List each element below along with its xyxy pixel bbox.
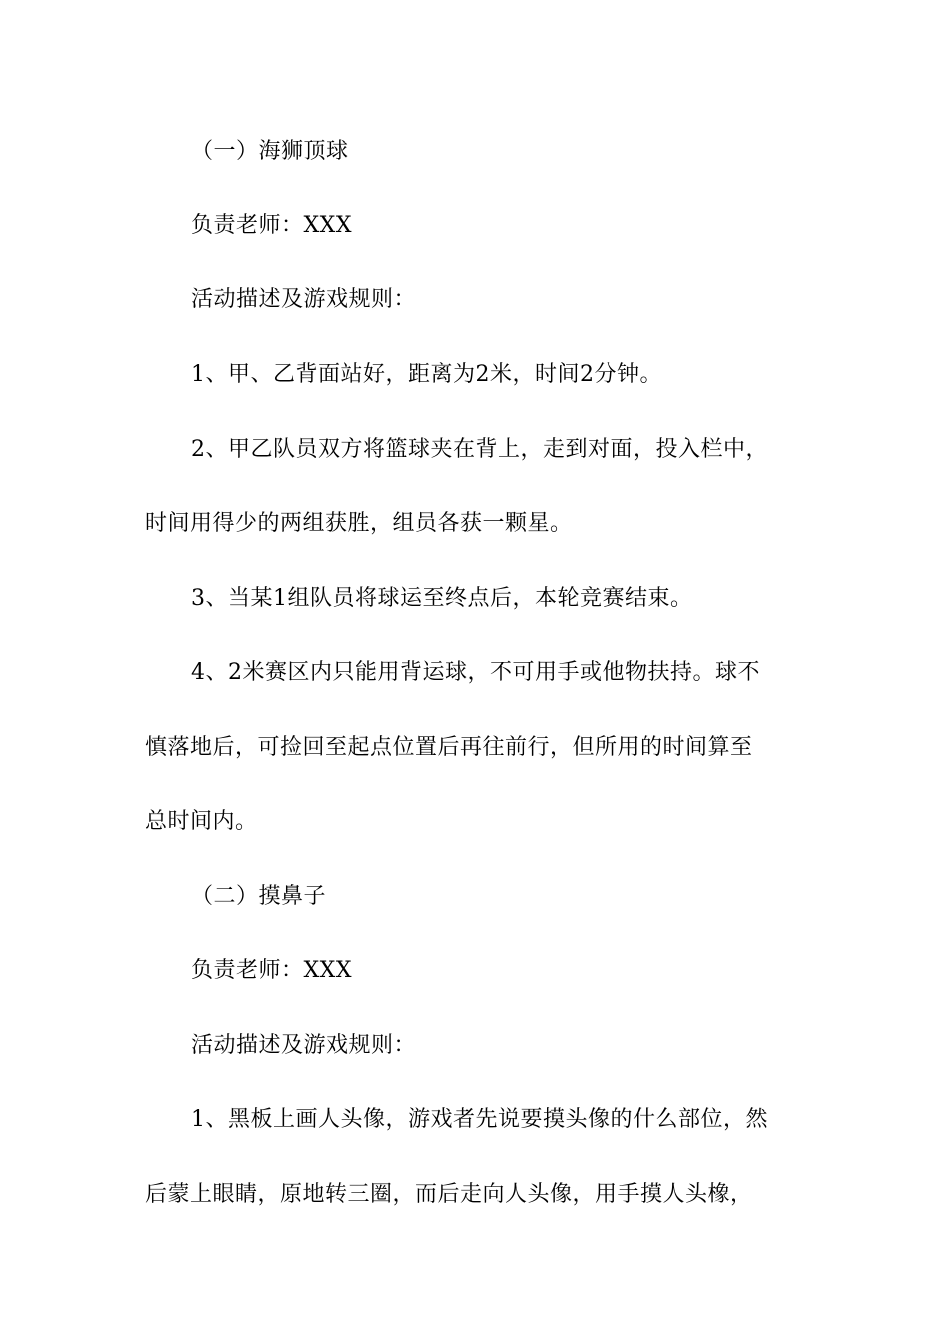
rules-heading-2: 活动描述及游戏规则：: [191, 1033, 417, 1058]
rule-line: 2、甲乙队员双方将篮球夹在背上，走到对面，投入栏中，: [191, 437, 768, 462]
rule-line: 4、2米赛区内只能用背运球，不可用手或他物扶持。球不: [191, 660, 760, 685]
teacher-line-2: 负责老师：XXX: [191, 958, 352, 983]
section-heading-2: （二）摸鼻子: [191, 884, 327, 909]
rule-line: 后蒙上眼睛，原地转三圈，而后走向人头像，用手摸人头橡，: [145, 1182, 753, 1207]
rule-line: 时间用得少的两组获胜，组员各获一颗星。: [145, 511, 573, 536]
rule-line: 1、黑板上画人头像，游戏者先说要摸头像的什么部位，然: [191, 1107, 768, 1132]
section-heading-1: （一）海狮顶球: [191, 139, 349, 164]
rule-line: 总时间内。: [145, 809, 258, 834]
rule-line: 慎落地后，可捡回至起点位置后再往前行，但所用的时间算至: [145, 735, 753, 760]
teacher-line-1: 负责老师：XXX: [191, 213, 352, 238]
rules-heading-1: 活动描述及游戏规则：: [191, 287, 417, 312]
rule-line: 1、甲、乙背面站好，距离为2米，时间2分钟。: [191, 362, 662, 387]
rule-line: 3、当某1组队员将球运至终点后，本轮竞赛结束。: [191, 586, 693, 611]
